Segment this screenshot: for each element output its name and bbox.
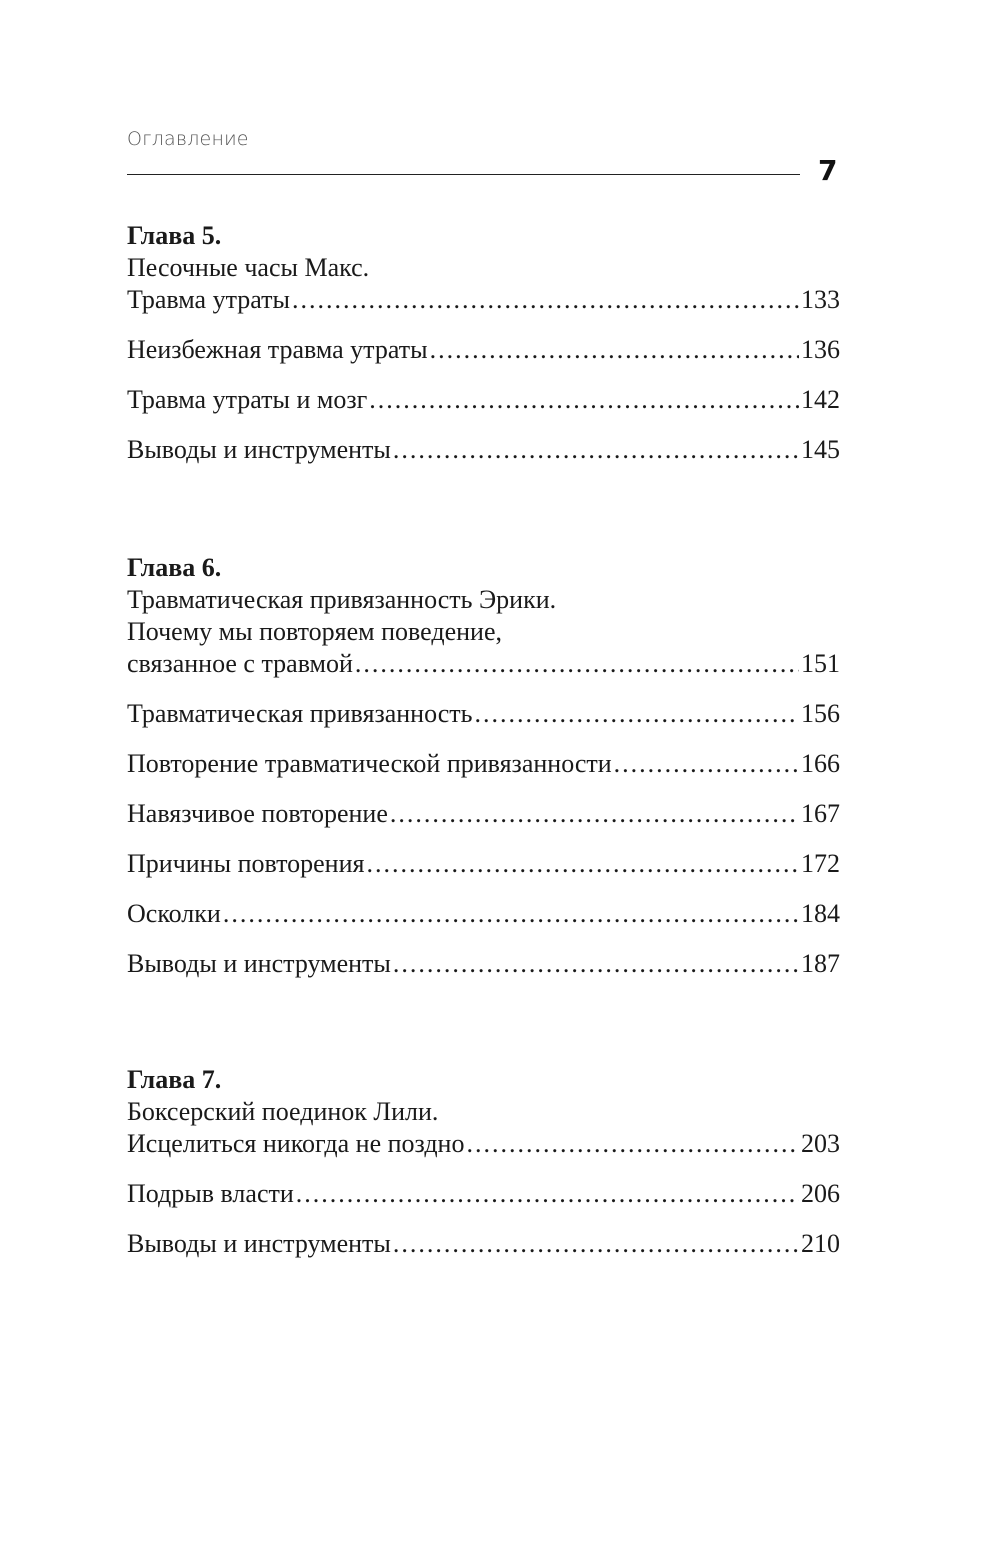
toc-entry[interactable]: [127, 1128, 840, 1160]
toc-entry[interactable]: [127, 898, 840, 930]
leader-dots: [393, 948, 799, 980]
toc-entry-page: 133: [801, 285, 840, 314]
toc-entry[interactable]: [127, 284, 840, 316]
toc-entry[interactable]: [127, 1178, 840, 1210]
toc-entry-label: Выводы и инструменты: [127, 949, 391, 978]
toc-entry-label: Травма утраты: [127, 285, 290, 314]
leader-dots: [292, 284, 799, 316]
toc-entry[interactable]: [127, 1228, 840, 1260]
toc-entry-page: 184: [801, 899, 840, 928]
chapter-5-section: [127, 220, 840, 466]
toc-entry-page: 166: [801, 749, 840, 778]
leader-dots: [369, 384, 799, 416]
toc-entry-page: 187: [801, 949, 840, 978]
toc-entry-label: связанное с травмой: [127, 649, 353, 678]
page-number: 7: [818, 154, 838, 187]
leader-dots: [390, 798, 799, 830]
chapter-title-line: Песочные часы Макс.: [127, 253, 370, 282]
toc-entry[interactable]: [127, 384, 840, 416]
header-divider: [127, 174, 800, 175]
leader-dots: [430, 334, 799, 366]
toc-entry-label: Травматическая привязанность: [127, 699, 473, 728]
running-header-title: Оглавление: [127, 128, 249, 150]
leader-dots: [614, 748, 799, 780]
leader-dots: [466, 1128, 799, 1160]
toc-entry-label: Выводы и инструменты: [127, 435, 391, 464]
toc-entry-page: 210: [801, 1229, 840, 1258]
toc-entry-label: Повторение травматической привязанности: [127, 749, 612, 778]
toc-entry-page: 136: [801, 335, 840, 364]
toc-entry-page: 167: [801, 799, 840, 828]
chapter-7-section: [127, 1064, 840, 1260]
toc-entry-page: 151: [801, 649, 840, 678]
toc-entry-label: Причины повторения: [127, 849, 365, 878]
toc-entry-page: 156: [801, 699, 840, 728]
chapter-title-line: Почему мы повторяем поведение,: [127, 617, 502, 646]
toc-entry-page: 203: [801, 1129, 840, 1158]
toc-entry-page: 145: [801, 435, 840, 464]
toc-entry-label: Выводы и инструменты: [127, 1229, 391, 1258]
leader-dots: [355, 648, 799, 680]
toc-entry-label: Исцелиться никогда не поздно: [127, 1129, 465, 1158]
chapter-title-line: Боксерский поединок Лили.: [127, 1097, 439, 1126]
toc-entry-label: Травма утраты и мозг: [127, 385, 368, 414]
chapter-heading: Глава 6.: [127, 553, 222, 582]
leader-dots: [475, 698, 800, 730]
toc-entry[interactable]: [127, 798, 840, 830]
toc-entry[interactable]: [127, 334, 840, 366]
leader-dots: [366, 848, 799, 880]
toc-entry[interactable]: [127, 948, 840, 980]
toc-entry-page: 172: [801, 849, 840, 878]
toc-entry-label: Осколки: [127, 899, 221, 928]
toc-entry-label: Навязчивое повторение: [127, 799, 388, 828]
chapter-heading: Глава 7.: [127, 1065, 222, 1094]
toc-entry[interactable]: [127, 434, 840, 466]
chapter-heading: Глава 5.: [127, 221, 222, 250]
toc-entry[interactable]: [127, 648, 840, 680]
toc-entry-label: Подрыв власти: [127, 1179, 294, 1208]
leader-dots: [223, 898, 799, 930]
toc-entry[interactable]: [127, 698, 840, 730]
toc-entry[interactable]: [127, 748, 840, 780]
chapter-6-section: [127, 552, 840, 980]
leader-dots: [393, 1228, 799, 1260]
toc-entry-label: Неизбежная травма утраты: [127, 335, 428, 364]
leader-dots: [296, 1178, 799, 1210]
toc-entry-page: 206: [801, 1179, 840, 1208]
toc-entry[interactable]: [127, 848, 840, 880]
toc-entry-page: 142: [801, 385, 840, 414]
chapter-title-line: Травматическая привязанность Эрики.: [127, 585, 557, 614]
leader-dots: [393, 434, 799, 466]
